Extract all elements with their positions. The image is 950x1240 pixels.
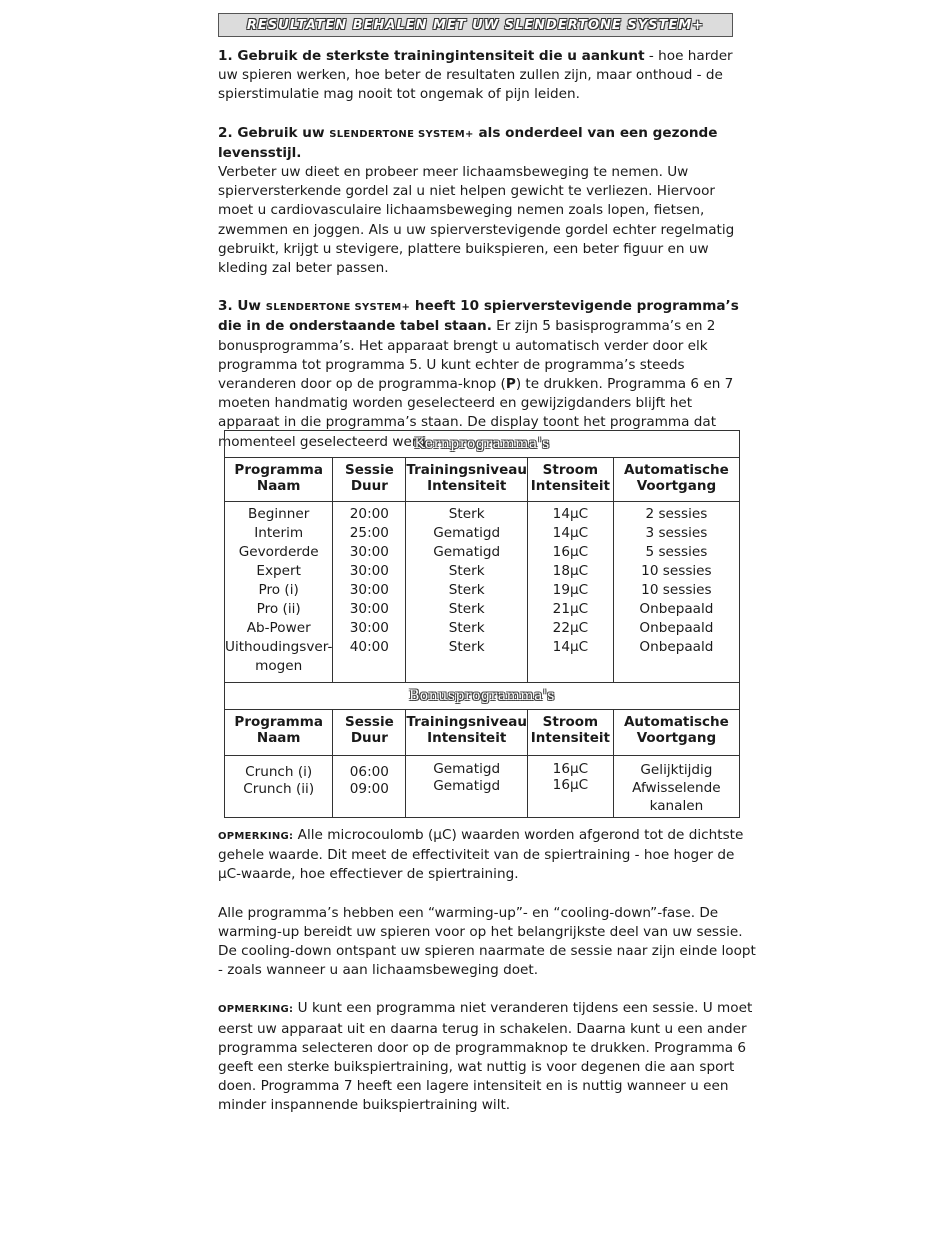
core-levels-column bbox=[406, 502, 528, 683]
paragraph-3-body-a: Er zijn 5 basisprogramma’s en 2 bonusprogramma’s. Het apparaat brengt u automatisch verder door elk programma tot programma 5. U kunt echter de programma’s steeds veranderen door op de programma-knop ( bbox=[218, 318, 716, 393]
session-duration: 09:00 bbox=[349, 781, 389, 797]
program-name: Pro (i) bbox=[258, 582, 299, 598]
session-duration: 25:00 bbox=[349, 525, 389, 541]
program-name: Pro (ii) bbox=[256, 601, 301, 617]
current-intensity: 14µC bbox=[552, 639, 589, 655]
current-intensity: 19µC bbox=[552, 582, 589, 598]
auto-progress: Gelijktijdig bbox=[640, 762, 713, 778]
header-training-level: Trainingsniveau Intensiteit bbox=[406, 710, 528, 756]
note-1 bbox=[218, 826, 758, 885]
session-duration: 30:00 bbox=[349, 544, 389, 560]
note-3-body: U kunt een programma niet veranderen tijdens een sessie. U moet eerst uw apparaat uit en daarna terug in schakelen. Daarna kunt u een ander programma selecteren door op de programmaknop te drukken. Programma 6 geeft een sterke buikspiertraining, wat nuttig is voor degenen die aan sport doen. Programma 7 heeft een lagere intensiteit en is nuttig wanneer u een minder inspannende buikspiertraining wilt. bbox=[218, 1000, 753, 1114]
program-name: Uithoudingsver- bbox=[225, 639, 333, 655]
auto-progress: 5 sessies bbox=[645, 544, 708, 560]
core-names-column bbox=[225, 502, 333, 683]
auto-progress: Onbepaald bbox=[639, 601, 714, 617]
header-program-name: Programma Naam bbox=[225, 710, 333, 756]
program-name: Gevorderde bbox=[238, 544, 319, 560]
program-name: Crunch (i) bbox=[245, 764, 313, 780]
auto-progress: Onbepaald bbox=[639, 639, 714, 655]
program-name: Beginner bbox=[248, 506, 310, 522]
training-level: Gematigd bbox=[433, 525, 501, 541]
header-training-level: Trainingsniveau Intensiteit bbox=[406, 458, 528, 502]
current-intensity: 18µC bbox=[552, 563, 589, 579]
auto-progress: Afwisselende bbox=[632, 780, 721, 796]
document-page bbox=[218, 13, 756, 1114]
current-intensity: 21µC bbox=[552, 601, 589, 617]
program-name: Crunch (ii) bbox=[243, 781, 315, 797]
session-duration: 30:00 bbox=[349, 601, 389, 617]
header-session-duration: Sessie Duur bbox=[333, 458, 406, 502]
session-duration: 20:00 bbox=[349, 506, 389, 522]
training-level: Gematigd bbox=[433, 778, 501, 794]
note-1-body: Alle microcoulomb (µC) waarden worden afgerond tot de dichtste gehele waarde. Dit meet de effectiviteit van de spiertraining - hoe hoger de µC-waarde, hoe effectiever de spiertraining. bbox=[218, 827, 744, 883]
paragraph-2 bbox=[218, 124, 740, 279]
core-durations-column bbox=[333, 502, 406, 683]
current-intensity: 22µC bbox=[552, 620, 589, 636]
paragraph-1-lead: 1. Gebruik de sterkste trainingintensiteit die u aankunt bbox=[218, 48, 645, 64]
training-level: Sterk bbox=[448, 601, 485, 617]
program-key-label: P bbox=[505, 376, 516, 393]
current-intensity: 16µC bbox=[552, 544, 589, 560]
core-progress-column bbox=[613, 502, 739, 683]
training-level: Sterk bbox=[448, 506, 485, 522]
paragraph-3-body-b: ) te drukken. Programma 6 en 7 moeten handmatig worden geselecteerd en gewijzigdanders blijft het apparaat in die programma’s staan. De display toont het programma dat momenteel geselecteerd werd. bbox=[218, 376, 734, 450]
current-intensity: 14µC bbox=[552, 506, 589, 522]
session-duration: 30:00 bbox=[349, 563, 389, 579]
core-currents-column bbox=[527, 502, 613, 683]
paragraph-1-body: - hoe harder uw spieren werken, hoe beter de resultaten zullen zijn, maar onthoud - de spierstimulatie mag nooit tot ongemak of pijn leiden. bbox=[218, 48, 733, 103]
paragraph-1 bbox=[218, 47, 740, 105]
training-level: Gematigd bbox=[433, 761, 501, 777]
paragraph-2-brand: SLENDERTONE SYSTEM+ bbox=[329, 128, 474, 140]
training-level: Sterk bbox=[448, 582, 485, 598]
header-session-duration: Sessie Duur bbox=[333, 710, 406, 756]
bonus-levels-column bbox=[406, 756, 528, 818]
bonus-progress-column bbox=[613, 756, 739, 818]
program-table bbox=[224, 430, 740, 818]
session-duration: 30:00 bbox=[349, 582, 389, 598]
training-level: Sterk bbox=[448, 620, 485, 636]
note-label: OPMERKING: bbox=[218, 831, 294, 842]
auto-progress: 2 sessies bbox=[645, 506, 708, 522]
note-2: Alle programma’s hebben een “warming-up”- en “cooling-down”-fase. De warming-up bereidt uw spieren voor op het belangrijkste deel van uw sessie. De cooling-down ontspant uw spieren naarmate de sessie naar zijn einde loopt - zoals wanneer u aan lichaamsbeweging doet. bbox=[218, 904, 756, 979]
header-auto-progress: Automatische Voortgang bbox=[613, 710, 739, 756]
auto-progress: 3 sessies bbox=[645, 525, 708, 541]
program-name: Ab-Power bbox=[246, 620, 311, 636]
paragraph-2-lead-b: als onderdeel van een gezonde levensstijl. bbox=[218, 124, 718, 161]
paragraph-3 bbox=[218, 297, 740, 452]
session-duration: 40:00 bbox=[349, 639, 389, 655]
auto-progress: 10 sessies bbox=[641, 582, 712, 598]
auto-progress: kanalen bbox=[649, 798, 704, 814]
paragraph-3-lead-a: 3. Uw bbox=[218, 298, 266, 315]
program-name: Interim bbox=[254, 525, 304, 541]
header-program-name: Programma Naam bbox=[225, 458, 333, 502]
header-current-intensity: Stroom Intensiteit bbox=[527, 710, 613, 756]
note-label: OPMERKING: bbox=[218, 1004, 294, 1016]
paragraph-3-lead-b: heeft 10 spierverstevigende programma’s die in de onderstaande tabel staan. bbox=[218, 298, 739, 335]
auto-progress: Onbepaald bbox=[639, 620, 714, 636]
bonus-currents-column bbox=[527, 756, 613, 818]
auto-progress: 10 sessies bbox=[641, 563, 712, 579]
bonus-names-column bbox=[225, 756, 333, 818]
header-auto-progress: Automatische Voortgang bbox=[613, 458, 739, 502]
header-current-intensity: Stroom Intensiteit bbox=[527, 458, 613, 502]
session-duration: 30:00 bbox=[349, 620, 389, 636]
bonus-durations-column bbox=[333, 756, 406, 818]
page-title: RESULTATEN BEHALEN MET UW SLENDERTONE SYSTEM+ bbox=[218, 13, 733, 37]
training-level: Sterk bbox=[448, 639, 485, 655]
paragraph-2-lead-a: 2. Gebruik uw bbox=[218, 124, 330, 141]
session-duration: 06:00 bbox=[349, 764, 389, 780]
program-name: Expert bbox=[256, 563, 301, 579]
program-name: mogen bbox=[255, 658, 303, 674]
training-level: Sterk bbox=[448, 563, 485, 579]
paragraph-3-brand: SLENDERTONE SYSTEM+ bbox=[265, 302, 411, 314]
core-programs-title: Kernprogramma's bbox=[225, 431, 740, 458]
notes-section bbox=[218, 826, 758, 1116]
training-level: Gematigd bbox=[433, 544, 501, 560]
current-intensity: 16µC bbox=[552, 761, 589, 777]
paragraph-2-body: Verbeter uw dieet en probeer meer lichaamsbeweging te nemen. Uw spierversterkende gordel zal u niet helpen gewicht te verliezen. Hiervoor moet u cardiovasculaire lichaamsbeweging nemen zoals lopen, fietsen, zwemmen en joggen. Als u uw spierverstevigende gordel echter regelmatig gebruikt, krijgt u stevigere, plattere buikspieren, een beter figuur en uw kleding zal beter passen. bbox=[218, 164, 735, 277]
note-3 bbox=[218, 999, 758, 1115]
bonus-programs-title: Bonusprogramma's bbox=[225, 683, 740, 710]
current-intensity: 14µC bbox=[552, 525, 589, 541]
current-intensity: 16µC bbox=[552, 777, 589, 793]
